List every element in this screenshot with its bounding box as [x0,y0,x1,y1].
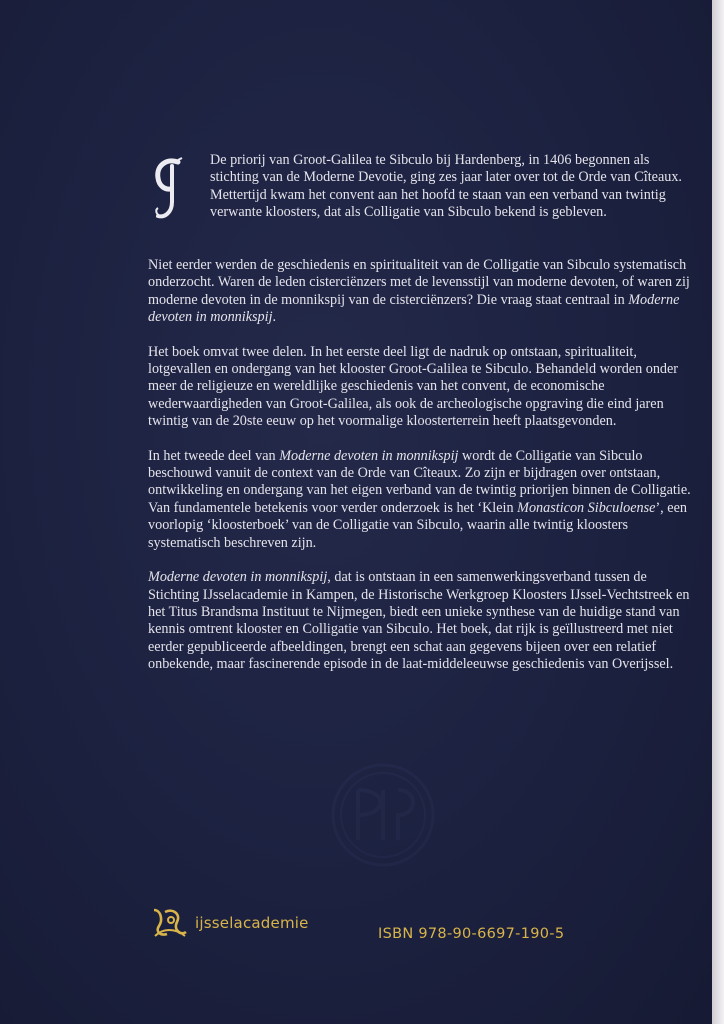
blurb-text [148,152,698,691]
paragraph-5-text: , dat is ontstaan in een samenwerkingsverband tussen de Stichting IJsselacademie in Kampen, de Historische Werkgroep Kloosters IJssel-Vechtstreek en het Titus Brandsma Instituut te Nijmegen, biedt een unieke synthese van de huidige stand van kennis omtrent klooster en Colligatie van Sibculo. Het boek, dat rijk is geïllustreerd met niet eerder gepubliceerde afbeeldingen, brengt een schat aan gegevens bijeen over een relatief onbekende, maar fascinerende episode in de laat-middeleeuwse geschiedenis van Overijssel. [148,569,690,673]
monasticon-title-italic: Monasticon Sibculoense [517,499,656,516]
book-title-italic: Moderne devoten in monnikspij [148,569,328,586]
decorated-initial-g [152,154,186,224]
paragraph-1 [148,152,698,240]
ijsselacademie-logo-icon [151,906,189,940]
paragraph-3 [148,344,698,431]
book-title-italic: Moderne devoten in monnikspij [148,291,680,326]
paragraph-4-text: In het tweede deel van [148,447,280,464]
publisher-name: ijsselacademie [195,914,309,932]
embossed-monogram-emblem [328,760,438,870]
paragraph-4-text-3: ’, een voorlopig ‘kloosterboek’ van de Colligatie van Sibculo, waarin alle twintig kloosters systematisch beschreven zijn. [148,499,687,551]
publisher-logo [151,906,309,940]
paragraph-5 [148,569,698,673]
book-title-italic: Moderne devoten in monnikspij [279,447,459,464]
isbn-label: ISBN 978-90-6697-190-5 [378,926,565,942]
paragraph-3-text: Het boek omvat twee delen. In het eerste deel ligt de nadruk op ontstaan, spiritualiteit, lotgevallen en ondergang van het klooster Groot-Galilea te Sibculo. Behandeld worden onder meer de religieuze en wereldlijke geschiedenis van het convent, de economische wederwaardigheden van Groot-Galilea, als ook de archeologische opgraving die eind jaren twintig van de 20ste eeuw op het voormalige kloosterterrein heeft plaatsgevonden. [148,343,679,430]
paragraph-2 [148,257,698,327]
page-edge [712,0,724,1024]
paragraph-4 [148,448,698,552]
paragraph-1-text: De priorij van Groot-Galilea te Sibculo bij Hardenberg, in 1406 begonnen als stichting van de Moderne Devotie, ging zes jaar later over tot de Orde van Cîteaux. Mettertijd kwam het convent aan het hoofd te staan van een verband van twintig verwante kloosters, dat als Colligatie van Sibculo bekend is gebleven. [210,152,682,221]
paragraph-2-text: Niet eerder werden de geschiedenis en spiritualiteit van de Colligatie van Sibculo systematisch onderzocht. Waren de leden cisterciënzers met de levensstijl van moderne devoten, of waren zij moderne devoten in de monnikspij van de cisterciënzers? Die vraag staat centraal in [148,257,690,308]
paragraph-4-text-2: wordt de Colligatie van Sibculo beschouwd vanuit de context van de Orde van Cîteaux. Zo zijn er bijdragen over ontstaan, ontwikkeling en ondergang van het eigen verband van de twintig priorijen binnen de Colligatie. Van fundamentele betekenis voor verder onderzoek is het ‘Klein [148,447,691,516]
paragraph-2-end: . [272,309,277,326]
